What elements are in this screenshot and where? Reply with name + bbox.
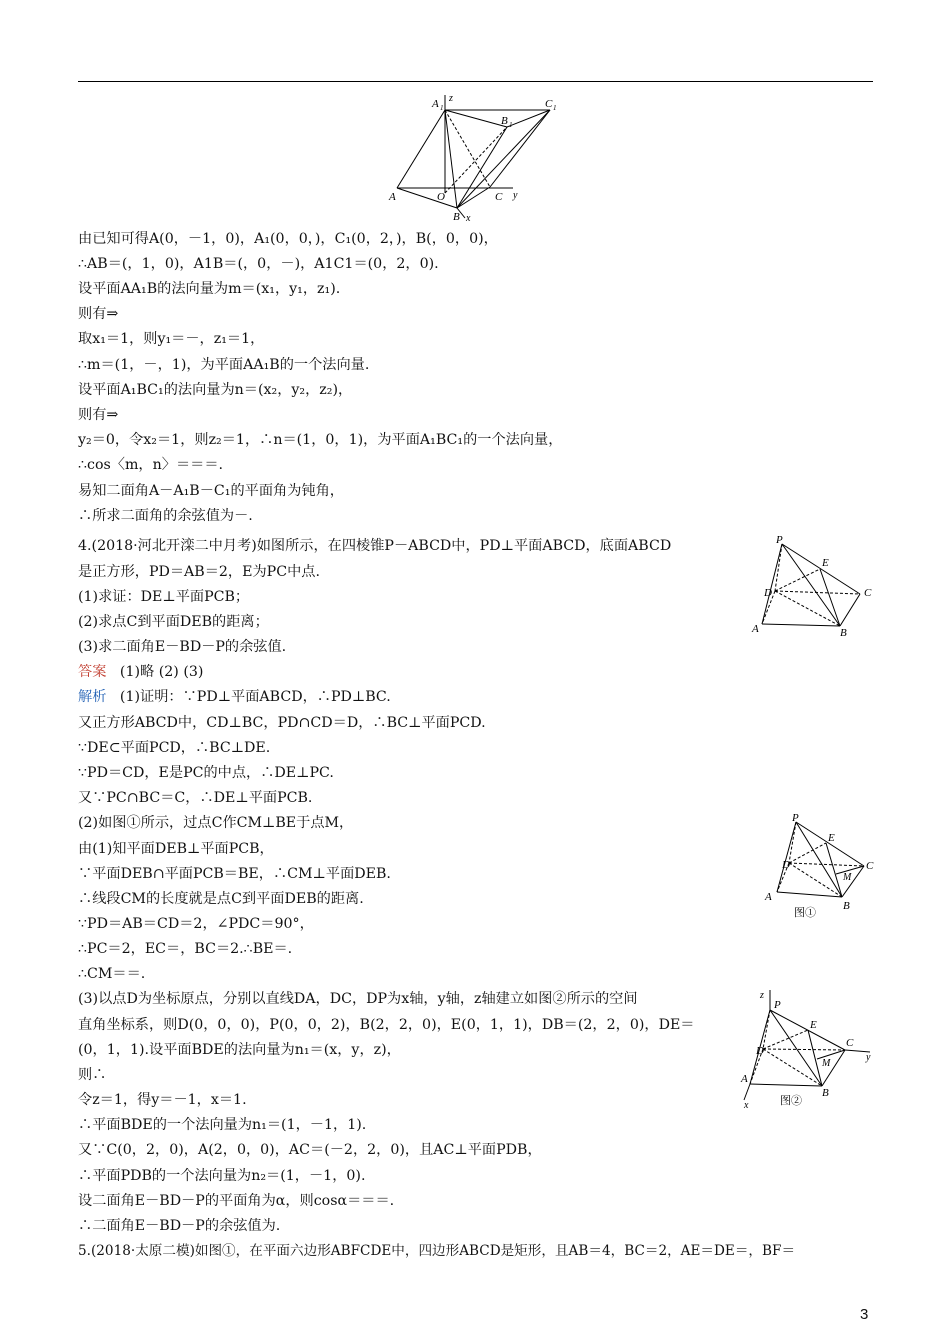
text-line: ∴PC＝2，EC＝，BC＝2.∴BE＝. (78, 941, 293, 957)
text-line: ∴线段CM的长度就是点C到平面DEB的距离. (78, 891, 364, 907)
label-D: D (764, 587, 772, 599)
text-line: ∴所求二面角的余弦值为－. (78, 508, 253, 524)
text-line: 设平面A₁BC₁的法向量为n＝(x₂，y₂，z₂)， (78, 382, 353, 398)
answer-line (78, 664, 203, 680)
label-C1: C (545, 98, 553, 110)
text-line: (1)求证：DE⊥平面PCB； (78, 589, 250, 605)
text-line: 由(1)知平面DEB⊥平面PCB， (78, 841, 274, 857)
answer-label: 答案 (78, 664, 107, 680)
label-C: C (864, 587, 872, 599)
text-line: ∴m＝(1，－，1)，为平面AA₁B的一个法向量. (78, 357, 370, 373)
label-B: B (843, 900, 850, 912)
text-line: ∴平面BDE的一个法向量为n₁＝(1，－1，1). (78, 1117, 367, 1133)
text-line: 设平面AA₁B的法向量为m＝(x₁，y₁，z₁). (78, 281, 341, 297)
label-A: A (741, 1073, 748, 1085)
text-line: y₂＝0，令x₂＝1，则z₂＝1，∴n＝(1，0，1)，为平面A₁BC₁的一个法向量， (78, 432, 563, 448)
label-z: z (760, 990, 764, 1001)
text-line: ∴CM＝＝. (78, 966, 146, 982)
text-line: 设二面角E－BD－P的平面角为α，则cosα＝＝＝. (78, 1193, 395, 1209)
label-P: P (774, 999, 781, 1011)
label-A1-sub: 1 (440, 104, 444, 112)
label-A: A (752, 623, 759, 635)
label-E: E (810, 1019, 817, 1031)
label-B: B (822, 1087, 829, 1099)
text-line: (2)如图①所示，过点C作CM⊥BE于点M， (78, 815, 354, 831)
label-y: y (513, 190, 518, 201)
text-line: (0，1，1).设平面BDE的法向量为n₁＝(x，y，z)， (78, 1042, 401, 1058)
label-A1: A (432, 98, 439, 110)
figure-caption: 图① (794, 907, 816, 919)
label-D: D (782, 859, 790, 871)
problem-5-line: 5.(2018·太原二模)如图①，在平面六边形ABFCDE中，四边形ABCD是矩形，且AB＝4，BC＝2，AE＝DE＝，BF＝ (78, 1243, 796, 1259)
text-line: ∴二面角E－BD－P的余弦值为. (78, 1218, 281, 1234)
label-C: C (846, 1037, 854, 1049)
analysis-text: (1)证明：∵PD⊥平面ABCD，∴PD⊥BC. (119, 689, 391, 705)
figure-pyramid-m (760, 812, 880, 920)
text-line: ∵PD＝CD，E是PC的中点，∴DE⊥PC. (78, 765, 334, 781)
header-rule (78, 81, 873, 82)
label-O: O (437, 191, 445, 203)
label-C: C (495, 191, 503, 203)
label-M: M (822, 1058, 831, 1069)
label-B1: B (501, 115, 508, 127)
label-y: y (866, 1052, 871, 1063)
text-line: 则有⇒ (78, 407, 119, 423)
label-C: C (866, 860, 874, 872)
label-A: A (389, 191, 396, 203)
label-z: z (449, 93, 453, 104)
label-D: D (756, 1045, 764, 1057)
label-A: A (765, 891, 772, 903)
text-line: ∵PD＝AB＝CD＝2，∠PDC＝90°， (78, 916, 314, 932)
text-line: (2)求点C到平面DEB的距离； (78, 614, 269, 630)
label-E: E (822, 557, 829, 569)
label-E: E (828, 832, 835, 844)
text-line: ∴cos〈m，n〉＝＝＝. (78, 457, 224, 473)
label-B: B (453, 211, 460, 223)
text-line: (3)求二面角E－BD－P的余弦值. (78, 639, 287, 655)
text-line: 是正方形，PD＝AB＝2，E为PC中点. (78, 564, 320, 580)
figure-caption: 图② (780, 1095, 802, 1107)
label-B1-sub: 1 (509, 121, 513, 129)
label-P: P (776, 534, 783, 546)
text-line: ∴AB＝(，1，0)，A1B＝(，0，－)，A1C1＝(0，2，0). (78, 256, 439, 272)
text-line: 又正方形ABCD中，CD⊥BC，PD∩CD＝D，∴BC⊥平面PCD. (78, 715, 486, 731)
text-line: 令z＝1，得y＝－1，x＝1. (78, 1092, 247, 1108)
figure-pyramid-coords (738, 986, 878, 1110)
label-x: x (466, 213, 471, 224)
text-line: ∴平面PDB的一个法向量为n₂＝(1，－1，0). (78, 1168, 366, 1184)
figure-pyramid (748, 534, 883, 642)
text-line: (3)以点D为坐标原点，分别以直线DA，DC，DP为x轴，y轴，z轴建立如图②所示的空间 (78, 991, 638, 1007)
text-line: 取x₁＝1，则y₁＝－，z₁＝1， (78, 331, 265, 347)
analysis-label: 解析 (78, 689, 107, 705)
text-line: ∵DE⊂平面PCD，∴BC⊥DE. (78, 740, 271, 756)
page-number: 3 (860, 1306, 869, 1323)
label-M: M (843, 872, 852, 883)
text-line: 易知二面角A－A₁B－C₁的平面角为钝角， (78, 483, 344, 499)
text-line: 则有⇒ (78, 306, 119, 322)
label-C1-sub: 1 (553, 104, 557, 112)
text-line: 又∵C(0，2，0)，A(2，0，0)，AC＝(－2，2，0)，且AC⊥平面PDB， (78, 1142, 542, 1158)
label-x: x (744, 1100, 749, 1110)
text-line: ∵平面DEB∩平面PCB＝BE，∴CM⊥平面DEB. (78, 866, 391, 882)
label-B: B (840, 627, 847, 639)
text-line: 直角坐标系，则D(0，0，0)，P(0，0，2)，B(2，2，0)，E(0，1，1)，DB＝(2，2，0)，DE＝ (78, 1017, 695, 1033)
answer-text: (1)略 (2) (3) (119, 664, 204, 680)
text-line: 则∴ (78, 1067, 107, 1083)
figure-prism (385, 90, 565, 224)
label-P: P (792, 812, 799, 824)
text-line: 由已知可得A(0，－1，0)，A₁(0，0，)，C₁(0，2，)，B(，0，0)， (78, 231, 498, 247)
text-line: 又∵PC∩BC＝C，∴DE⊥平面PCB. (78, 790, 313, 806)
problem-4-line: 4.(2018·河北开滦二中月考)如图所示，在四棱锥P－ABCD中，PD⊥平面ABCD，底面ABCD (78, 538, 672, 554)
analysis-line (78, 689, 391, 705)
